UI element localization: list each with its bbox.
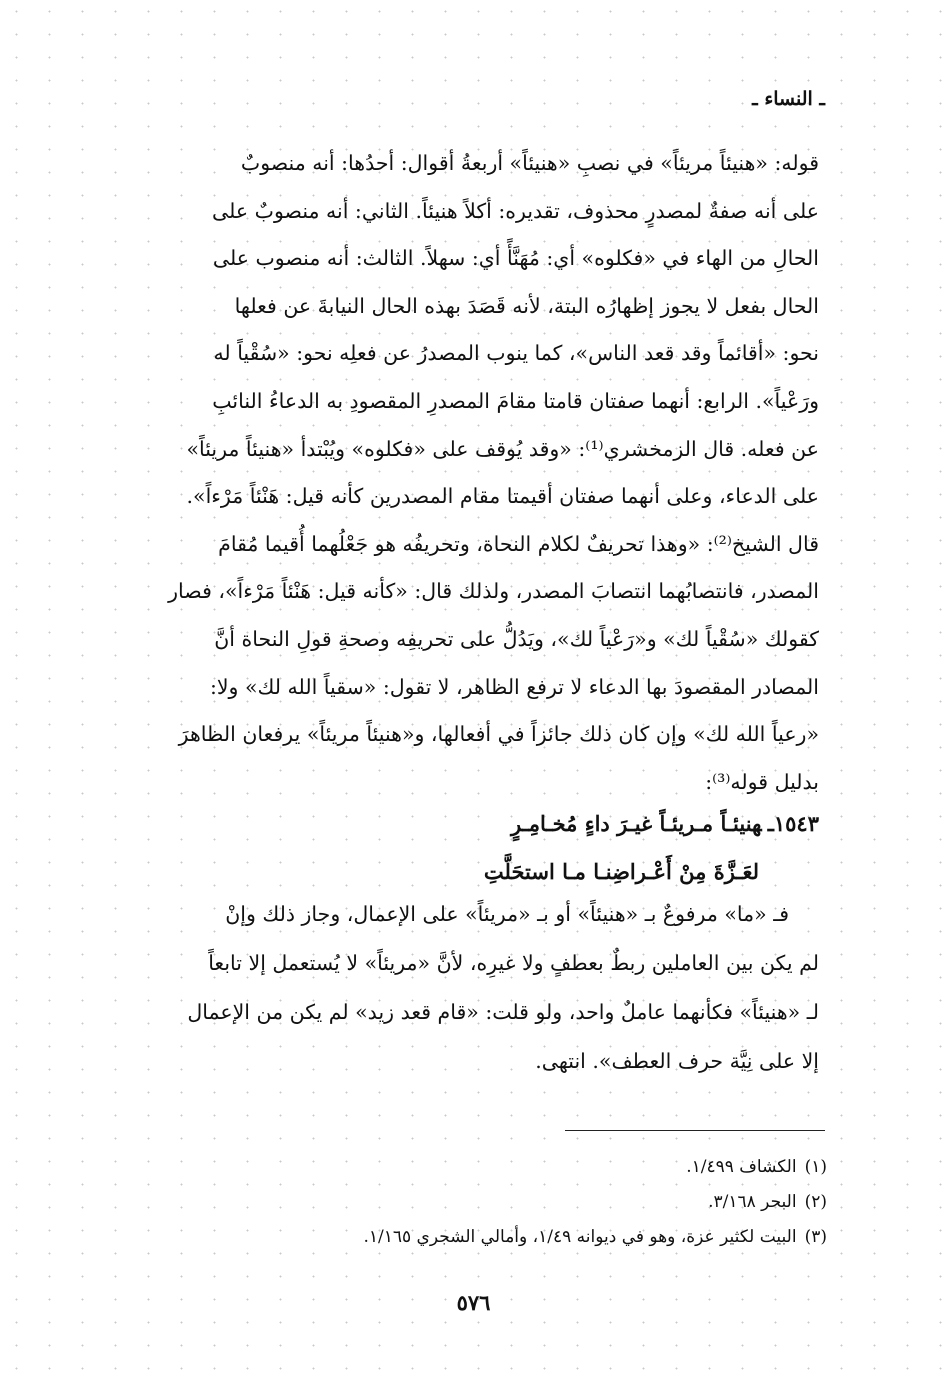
text-line: قوله: «هنيئاً مريئاً» في نصبِ «هنيئاً» أربعةُ أقوال: أحدُها: أنه منصوبٌ (240, 151, 819, 175)
verse-number: ١٥٤٣ـ (767, 811, 819, 836)
footnote-1 (122, 1150, 827, 1185)
text-line: ورَعْياً». الرابع: أنهما صفتان قامتا مقامَ المصدرِ المقصودِ به الدعاءُ النائبِ (212, 388, 819, 413)
footnote-divider (565, 1130, 825, 1131)
text-line: قال الشيخ⁽²⁾: «وهذا تحريفٌ لكلام النحاة، وتحريفُه هو جَعْلُهما أُقيما مُقامَ (218, 531, 819, 556)
text-line: على الدعاء، وعلى أنهما صفتان أقيمتا مقام المصدرين كأنه قيل: هَنْئاً مَرْءاً». (186, 484, 819, 509)
text-line: إلا على نِيَّة حرف العطف». انتهى. (535, 1049, 819, 1073)
footnote-number: (٣) (804, 1227, 827, 1247)
text-line: فـ «ما» مرفوعٌ بـ «هنيئاً» أو بـ «مريئاً» على الإعمال، وجاز ذلك وإنْ (225, 902, 789, 926)
commentary-text (119, 890, 819, 1086)
footnote-text: الكشاف ١/٤٩٩. (686, 1157, 797, 1177)
verse-line-1: هنيئـاً مـريئـاً غيـرَ داءٍ مُخـامِـرٍ (511, 811, 762, 836)
footnotes (122, 1150, 827, 1255)
text-line: على أنه صفةٌ لمصدرٍ محذوف، تقديره: أكلاً هنيئاً. الثاني: أنه منصوبٌ على (212, 198, 819, 223)
running-header: ـ النساء ـ (752, 88, 825, 110)
text-line: بدليل قوله⁽³⁾: (705, 769, 819, 794)
text-line: كقولك «سُقْياً لك» و«رَعْياً لك»، ويَدُلُّ على تحريفِه وصحةِ قولِ النحاة أنَّ (214, 626, 819, 651)
page-number: ٥٧٦ (456, 1290, 491, 1315)
text-line: «رعياً الله لك» وإن كان ذلك جائزاً في أفعالها، و«هنيئاً مريئاً» يرفعان الظاهرَ (178, 722, 819, 747)
text-line: نحو: «أقائماً وقد قعد الناس»، كما ينوب المصدرُ عن فعلِه نحو: «سُقْياً له (213, 341, 819, 366)
footnote-2 (122, 1185, 827, 1220)
text-line: المصادر المقصودَ بها الدعاء لا ترفع الظاهر، لا تقول: «سقياً الله لك» ولا: (209, 674, 819, 699)
text-line: عن فعله. قال الزمخشري⁽¹⁾: «وقد يُوقف على «فكلوه» ويُبْتدأ «هنيئاً مريئاً» (186, 436, 819, 461)
text-line: الحال بفعل لا يجوز إظهارُه البتة، لأنه قَصَدَ بهذه الحال النيابةَ عن فعلها (234, 293, 819, 318)
footnote-number: (٢) (804, 1192, 827, 1212)
main-text (119, 140, 819, 806)
footnote-number: (١) (804, 1157, 827, 1177)
text-line: لـ «هنيئاً» فكأنهما عاملٌ واحد، ولو قلت: «قام قعد زيد» لم يكن من الإعمال (187, 1000, 819, 1024)
verse-line-2: لعَـزَّةَ مِنْ أَعْـراضِنـا مـا استحَلَّتِ (483, 859, 759, 884)
verse-first-hemistich (119, 800, 819, 848)
text-line: المصدر، فانتصابُهما انتصابَ المصدر، ولذلك قال: «كأنه قيل: هَنْئاً مَرْءاً»، فصار (168, 579, 819, 604)
text-line: الحالِ من الهاء في «فكلوه» أي: مُهَنَّأً أي: سهلاً. الثالث: أنه منصوب على (212, 246, 819, 271)
footnote-text: البيت لكثير عزة، وهو في ديوانه ١/٤٩، وأمالي الشجري ١/١٦٥. (363, 1227, 797, 1247)
text-line: لم يكن بين العاملين ربطٌ بعطفٍ ولا غيرِه، لأنَّ «مريئاً» لا يُستعمل إلا تابعاً (208, 951, 819, 975)
poetry-verse (119, 800, 819, 896)
footnote-text: البحر ٣/١٦٨. (708, 1192, 797, 1212)
footnote-3 (122, 1220, 827, 1255)
verse-second-hemistich (119, 848, 819, 896)
